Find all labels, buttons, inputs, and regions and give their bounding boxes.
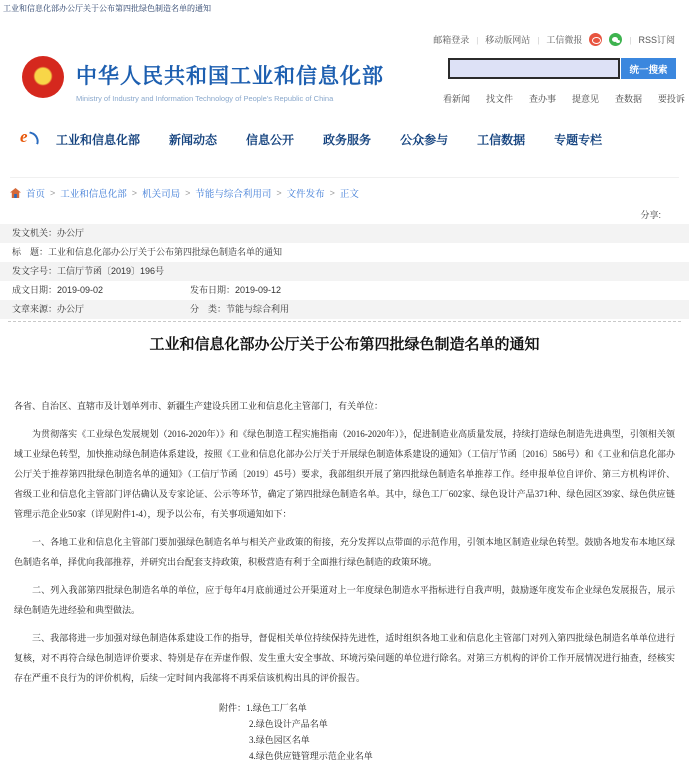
- doc-field-label: 标 题：: [12, 247, 49, 257]
- article-paragraph: 二、列入我部第四批绿色制造名单的单位，应于每年4月底前通过公开渠道对上一年度绿色制造水平指标进行自我声明，鼓励逐年度发布企业绿色发展报告，展示绿色制造先进经验和典型做法。: [14, 585, 675, 615]
- site-logo: [76, 60, 384, 103]
- doc-field-value: 节能与综合利用: [226, 304, 290, 314]
- article-body: [14, 396, 675, 764]
- quick-link-news[interactable]: 看新闻: [443, 94, 471, 104]
- doc-field: [190, 300, 289, 319]
- doc-field-value: 2019-09-02: [57, 285, 104, 295]
- nav-item-gov-services[interactable]: 政务服务: [323, 132, 372, 147]
- doc-info-table: [0, 224, 689, 319]
- article-title: 工业和信息化部办公厅关于公布第四批绿色制造名单的通知: [149, 336, 540, 353]
- emblem-star-icon: ★: [36, 68, 50, 86]
- attachments-label: 附件：: [219, 703, 247, 713]
- attachment-link-4[interactable]: 4.绿色供应链管理示范企业名单: [249, 751, 373, 761]
- site-subtitle-en: Ministry of Industry and Information Technology of People's Republic of China: [76, 94, 334, 103]
- nav-item-info-disclosure[interactable]: 信息公开: [246, 132, 295, 147]
- divider: [537, 35, 539, 45]
- mail-login-link[interactable]: 邮箱登录: [433, 35, 470, 45]
- doc-field-value: 2019-09-12: [235, 285, 282, 295]
- breadcrumb-current: 正文: [339, 189, 359, 200]
- site-title: 中华人民共和国工业和信息化部: [76, 65, 384, 88]
- doc-field: [12, 281, 190, 300]
- doc-field: [190, 281, 281, 300]
- page-title: 工业和信息化部办公厅关于公布第四批绿色制造名单的通知: [3, 4, 211, 13]
- attachment-link-1[interactable]: 1.绿色工厂名单: [246, 703, 307, 713]
- weibo-channel-link[interactable]: 工信微报: [546, 35, 583, 45]
- breadcrumb-separator: [276, 188, 281, 199]
- doc-info-row: [0, 300, 689, 319]
- breadcrumb-home[interactable]: 首页: [26, 189, 46, 200]
- nav-item-public-participation[interactable]: 公众参与: [400, 132, 449, 147]
- article-paragraph: 三、我部将进一步加强对绿色制造体系建设工作的指导，督促相关单位持续保持先进性，适时组织各地工业和信息化主管部门对列入第四批绿色制造名单单位进行复核，对不再符合绿色制造评价要求、特别是存在弄虚作假、发生重大安全事故、环境污染问题的单位进行除名。对第三方机构的评价工作开展情况进行抽查，经核实存在严重不良行为的评价机构，后续一定时间内我部将不再采信该机构出具的评价报告。: [14, 633, 675, 683]
- doc-field-label: 发布日期：: [190, 285, 236, 295]
- doc-field-label: 发文字号：: [12, 266, 58, 276]
- doc-info-row: [0, 262, 689, 281]
- nav-item-special-topics[interactable]: 专题专栏: [554, 132, 603, 147]
- doc-field: [12, 243, 282, 262]
- doc-field-value: 办公厅: [57, 228, 85, 238]
- nav-item-data[interactable]: 工信数据: [477, 132, 526, 147]
- breadcrumb: [10, 177, 679, 200]
- attachment-link-2[interactable]: 2.绿色设计产品名单: [249, 719, 328, 729]
- doc-field-label: 文章来源：: [12, 304, 58, 314]
- breadcrumb-separator: [185, 188, 190, 199]
- search-quick-links: [443, 92, 685, 105]
- share-button[interactable]: 分享:: [640, 210, 661, 220]
- quick-link-complaints[interactable]: 要投诉: [657, 94, 685, 104]
- article-salutation: 各省、自治区、直辖市及计划单列市、新疆生产建设兵团工业和信息化主管部门，有关单位：: [14, 401, 384, 411]
- unified-search-button[interactable]: 统一搜索: [621, 58, 676, 79]
- quick-link-data[interactable]: 查数据: [614, 94, 642, 104]
- doc-info-row: [0, 281, 689, 300]
- doc-info-row: [0, 224, 689, 243]
- breadcrumb-separator: [330, 188, 335, 199]
- nav-item-ministry[interactable]: 工业和信息化部: [56, 132, 141, 147]
- dashed-divider: [8, 321, 681, 322]
- doc-field-value: 工信厅节函〔2019〕196号: [57, 266, 165, 276]
- breadcrumb-file-release[interactable]: 文件发布: [286, 189, 325, 200]
- doc-info-row: [0, 243, 689, 262]
- article-paragraph: 一、各地工业和信息化主管部门要加强绿色制造名单与相关产业政策的衔接，充分发挥以点带面的示范作用，引领本地区制造业绿色转型。鼓励各地发布本地区绿色制造名单，择优向我部推荐，并研究出台配套支持政策，积极营造有利于全面推行绿色制造的政策环境。: [14, 537, 675, 567]
- rss-subscribe-link[interactable]: RSS订阅: [638, 35, 675, 45]
- doc-field-value: 办公厅: [57, 304, 85, 314]
- breadcrumb-ministry[interactable]: 工业和信息化部: [60, 189, 127, 200]
- mobile-site-link[interactable]: 移动版网站: [485, 35, 531, 45]
- header-utility-links: [433, 33, 675, 46]
- breadcrumb-separator: [50, 188, 55, 199]
- doc-field: [12, 224, 84, 243]
- quick-link-files[interactable]: 找文件: [485, 94, 513, 104]
- doc-field: [12, 262, 164, 281]
- doc-field-label: 分 类：: [190, 304, 227, 314]
- national-emblem-logo: [22, 56, 64, 98]
- divider: [629, 35, 631, 45]
- wechat-icon[interactable]: [609, 33, 622, 46]
- weibo-icon[interactable]: [589, 33, 602, 46]
- quick-link-opinions[interactable]: 提意见: [571, 94, 599, 104]
- quick-link-services[interactable]: 查办事: [528, 94, 556, 104]
- article-paragraph: 为贯彻落实《工业绿色发展规划（2016-2020年）》和《绿色制造工程实施指南（2016-2020年）》，促进制造业高质量发展，持续打造绿色制造先进典型，引领相关领域工业绿色转型，加快推动绿色制造体系建设，按照《工业和信息化部办公厅关于开展绿色制造体系建设的通知》（工信厅节函〔2016〕586号）和《工业和信息化部办公厅关于推荐第四批绿色制造名单的通知》（工信厅节函〔2019〕45号）要求，我部组织开展了第四批绿色制造名单推荐工作。经申报单位自评价、第三方机构评价、省级工业和信息化主管部门评估确认及专家论证、公示等环节，确定了第四批绿色制造名单。其中，绿色工厂602家、绿色设计产品371种、绿色园区39家、绿色供应链管理示范企业50家（详见附件1-4），现予以公布，有关事项通知如下：: [14, 429, 675, 519]
- attachments-list: [219, 700, 675, 764]
- doc-field: [12, 300, 190, 319]
- attachment-link-3[interactable]: 3.绿色园区名单: [249, 735, 310, 745]
- breadcrumb-separator: [132, 188, 137, 199]
- unified-search-input[interactable]: [448, 58, 620, 79]
- breadcrumb-energy-dept[interactable]: 节能与综合利用司: [195, 189, 272, 200]
- divider: [476, 35, 478, 45]
- doc-field-value: 工业和信息化部办公厅关于公布第四批绿色制造名单的通知: [48, 247, 283, 257]
- doc-field-label: 发文机关：: [12, 228, 58, 238]
- egov-logo-icon: e: [18, 129, 40, 149]
- nav-item-news[interactable]: 新闻动态: [169, 132, 218, 147]
- breadcrumb-departments[interactable]: 机关司局: [142, 189, 181, 200]
- home-icon[interactable]: [10, 188, 21, 198]
- main-nav: [0, 126, 689, 152]
- doc-field-label: 成文日期：: [12, 285, 58, 295]
